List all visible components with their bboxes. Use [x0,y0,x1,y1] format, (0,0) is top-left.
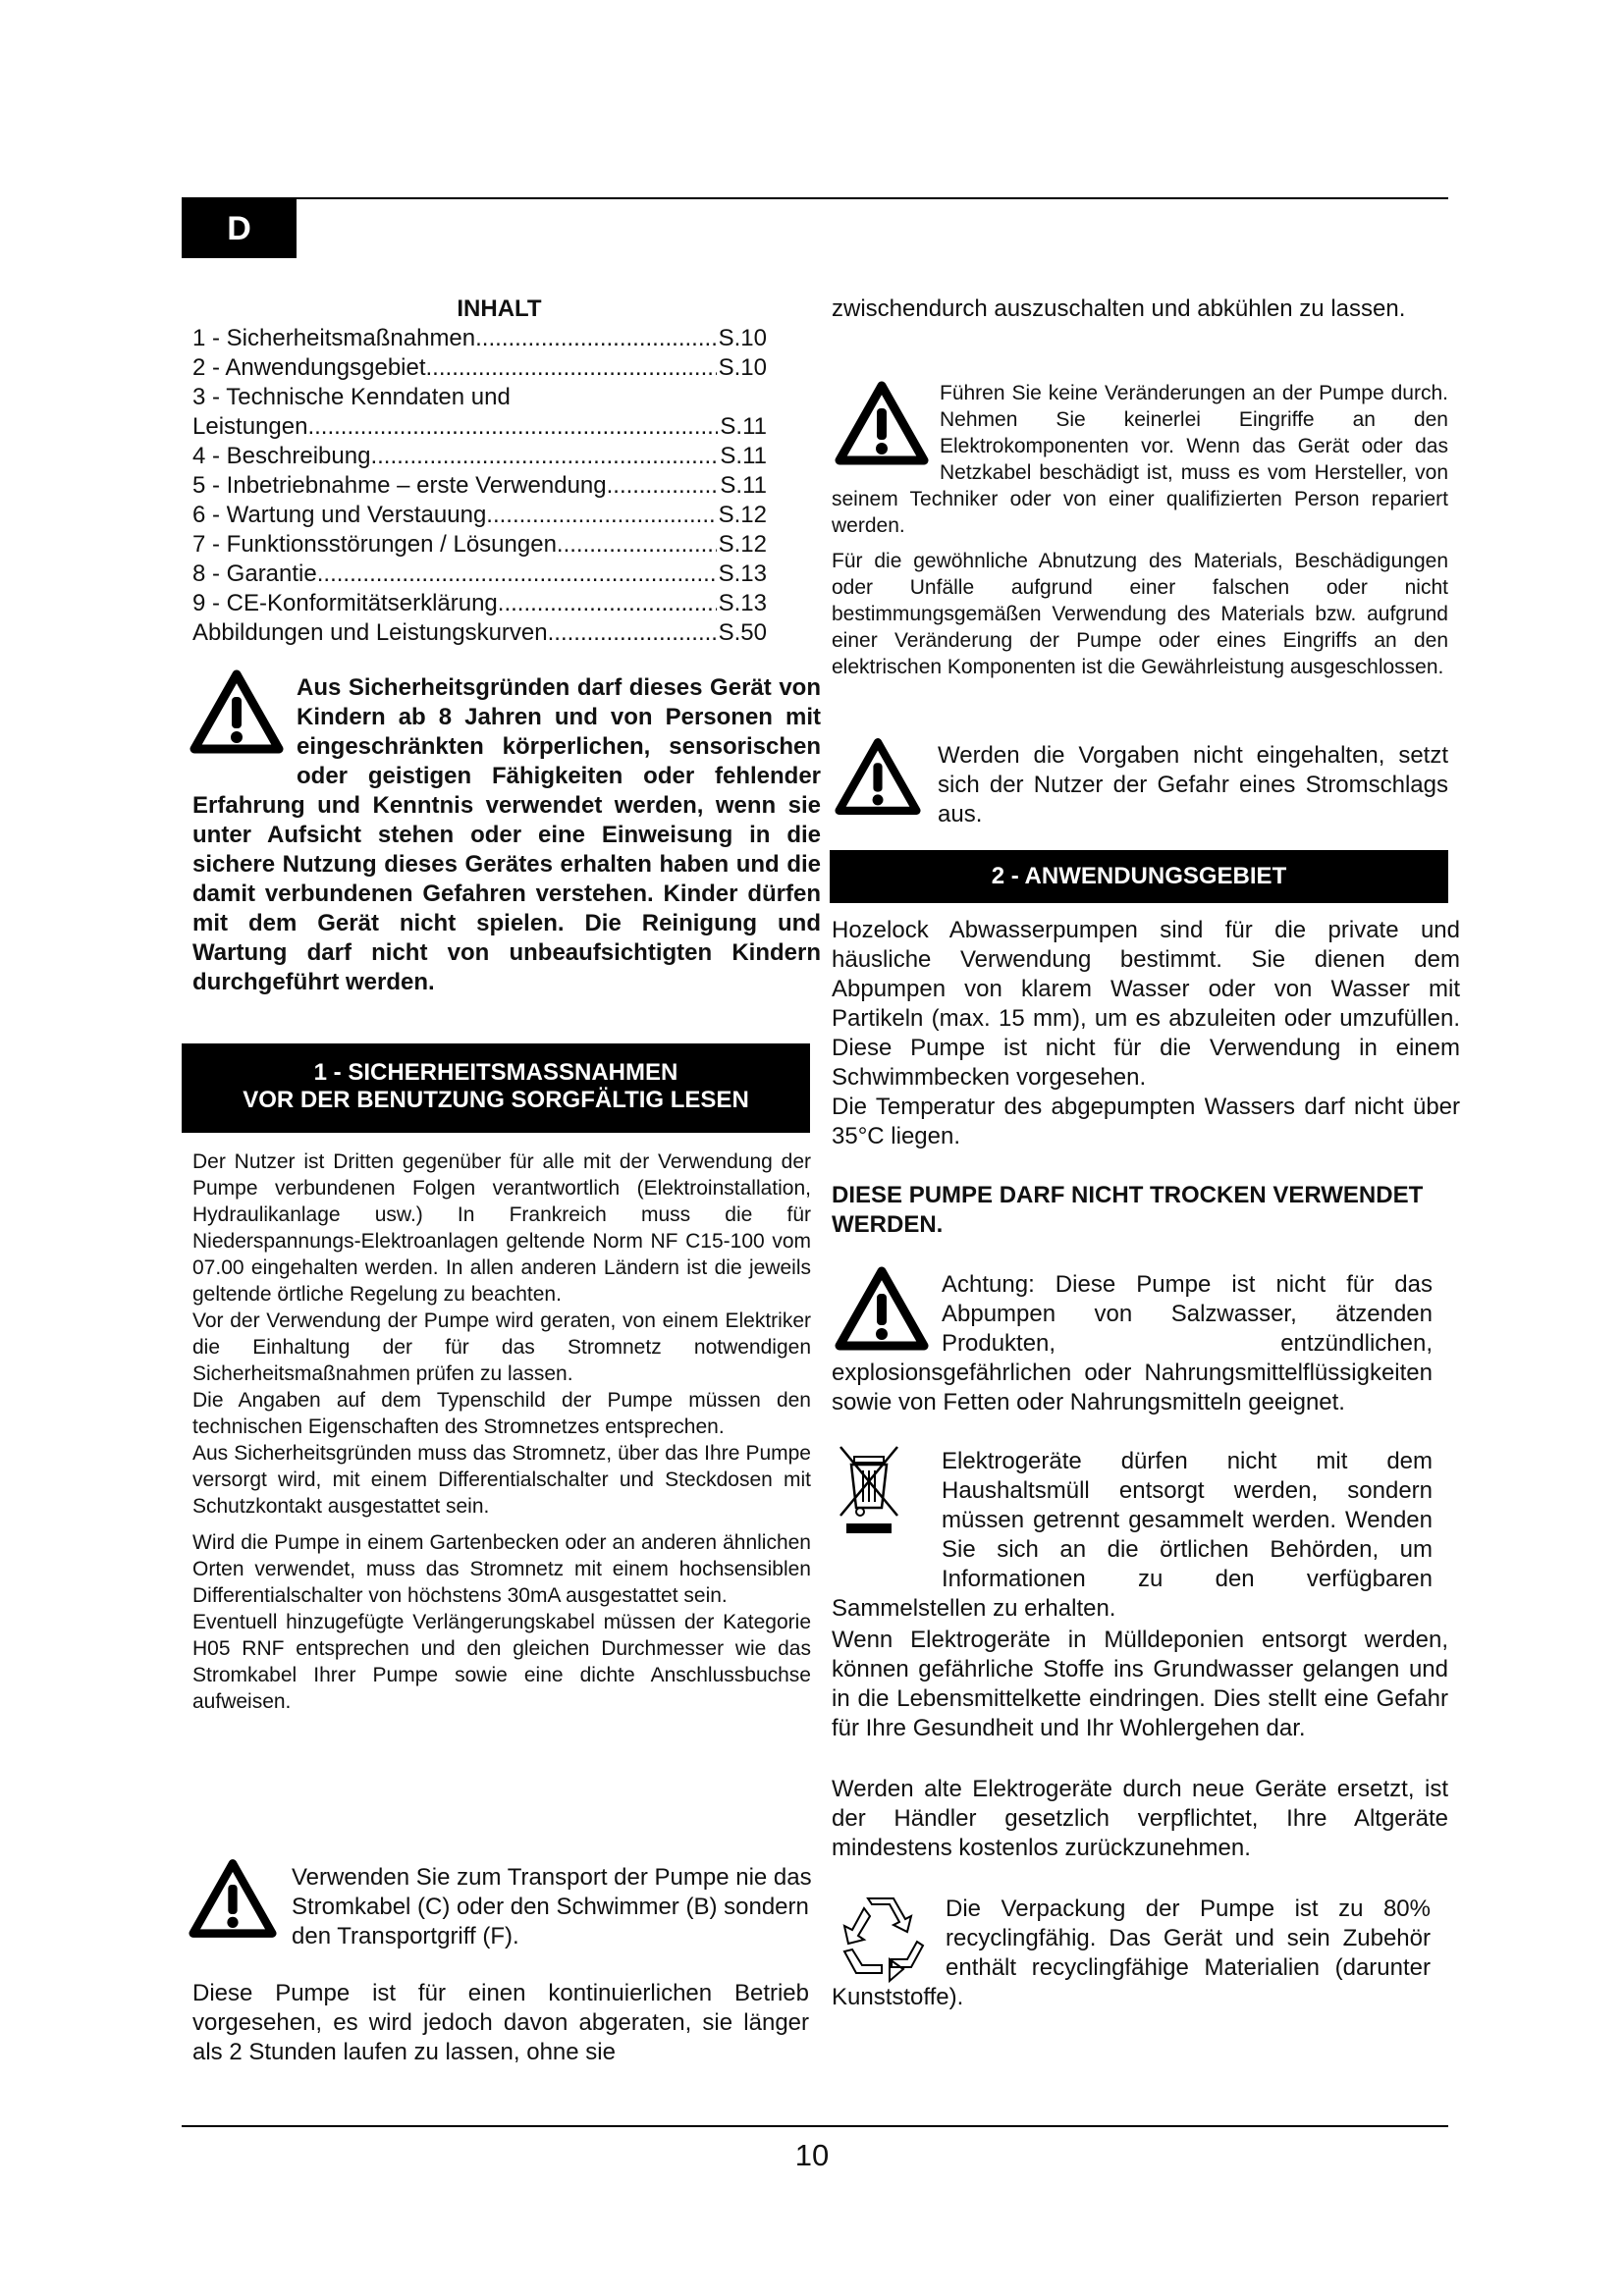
toc-item-label: 1 - Sicherheitsmaßnahmen [192,325,476,351]
continuous-operation-text: Diese Pumpe ist für einen kontinuierlichen Betrieb vorgesehen, es wird jedoch davon abgeraten, sie länger als 2 Stunden laufen zu lassen, ohne sie [192,1980,809,2065]
toc-item-label: 3 - Technische Kenndaten und [192,384,511,410]
child-safety-warning: Aus Sicherheitsgründen darf dieses Gerät von Kindern ab 8 Jahren und von Personen mit eingeschränkten körperlichen, sensorischen oder geistigen Fähigkeiten oder fehlender Erfahrung und Kenntnis verwendet werden, wenn sie unter Aufsicht stehen oder eine Einweisung in die sichere Nutzung dieses Gerätes erhalten haben und die damit verbundenen Gefahren verstehen. Kinder dürfen mit dem Gerät nicht spielen. Die Reinigung und Wartung darf nicht von unbeaufsichtigten Kindern durchgeführt werden. [192,674,821,995]
toc-item [192,383,767,412]
toc-item [192,530,767,560]
page-number: 10 [794,2138,830,2172]
electric-shock-warning: Werden die Vorgaben nicht eingehalten, setzt sich der Nutzer der Gefahr eines Stromschlags aus. [938,742,1448,828]
usage-paragraph: Die Temperatur des abgepumpten Wassers darf nicht über 35°C liegen. [832,1094,1460,1149]
safety-paragraph: Wird die Pumpe in einem Gartenbecken oder an anderen ähnlichen Orten verwendet, muss das Stromnetz mit einem hochsensiblen Differentialschalter von höchstens 30mA ausgestattet sein. [192,1531,811,1607]
toc-item-page: S.13 [718,590,767,616]
toc-item-label: 7 - Funktionsstörungen / Lösungen [192,531,557,558]
usage-paragraph: Hozelock Abwasserpumpen sind für die private und häusliche Verwendung bestimmt. Sie dienen dem Abpumpen von klarem Wasser oder von Wasser mit Partikeln (max. 15 mm), um es abzuleiten oder umzufüllen. Diese Pumpe ist nicht für die Verwendung in einem Schwimmbecken vorgesehen. [832,917,1460,1091]
continuation-text: zwischendurch auszuschalten und abkühlen zu lassen. [832,295,1406,322]
section-1-title: 1 - SICHERHEITSMASSNAHMEN [313,1059,678,1086]
toc-item [192,589,767,618]
toc-item-page: S.12 [718,531,767,558]
toc-leader-dots [426,353,717,383]
toc-leader-dots [486,501,716,530]
section-2-heading [830,850,1448,903]
warranty-exclusion-text: Für die gewöhnliche Abnutzung des Materials, Beschädigungen oder Unfälle aufgrund einer falschen oder nicht bestimmungsgemäßen Verwendung des Materials bzw. aufgrund einer Veränderung der Pumpe oder eines Eingriffs an den elektrischen Komponenten ist die Gewährleistung ausgeschlossen. [832,550,1448,678]
toc-item-page: S.10 [718,354,767,381]
toc-item-page: S.11 [720,413,767,440]
toc-leader-dots [548,618,717,648]
toc-item-page: S.13 [718,561,767,587]
toc-item-page: S.11 [720,443,767,469]
header-rule [182,197,1448,199]
toc-item [192,560,767,589]
toc-item [192,471,767,501]
toc-leader-dots [557,530,717,560]
toc-item-page: S.50 [718,619,767,646]
safety-paragraph: Vor der Verwendung der Pumpe wird geraten, von einem Elektriker die Einhaltung der für das Stromnetz notwendigen Sicherheitsmaßnahmen prüfen zu lassen. [192,1309,811,1385]
language-tab [182,199,297,258]
warning-icon [189,1858,277,1939]
liquid-restriction-warning: Achtung: Diese Pumpe ist nicht für das Abpumpen von Salzwasser, ätzenden Produkten, entzündlichen, explosionsgefährlichen oder Nahrungsmittelflüssigkeiten sowie von Fetten oder Nahrungsmitteln geeignet. [832,1271,1433,1415]
toc-item [192,412,767,442]
footer-rule [182,2125,1448,2127]
toc-item-label: 5 - Inbetriebnahme – erste Verwendung [192,472,607,499]
toc-item [192,324,767,353]
toc-leader-dots [607,471,719,501]
section-1-heading [182,1043,810,1133]
warning-icon [835,736,921,817]
transport-warning: Verwenden Sie zum Transport der Pumpe nie das Stromkabel (C) oder den Schwimmer (B) sondern den Transportgriff (F). [292,1864,812,1949]
retailer-takeback-text: Werden alte Elektrogeräte durch neue Geräte ersetzt, ist der Händler gesetzlich verpflichtet, Ihre Altgeräte mindestens kostenlos zurückzunehmen. [832,1776,1448,1861]
usage-text [832,916,1460,1151]
toc-item [192,618,767,648]
dry-run-warning: DIESE PUMPE DARF NICHT TROCKEN VERWENDET WERDEN. [832,1182,1424,1238]
toc-leader-dots [317,560,717,589]
table-of-contents [192,294,821,648]
safety-paragraph: Der Nutzer ist Dritten gegenüber für alle mit der Verwendung der Pumpe verbundenen Folgen verantwortlich (Elektroinstallation, Hydraulikanlage usw.) In Frankreich muss die für Niederspannungs-Elektroanlagen geltende Norm NF C15-100 vom 07.00 eingehalten werden. In allen anderen Ländern ist die jeweils geltende örtliche Regelung zu beachten. [192,1150,811,1306]
toc-leader-dots [370,442,718,471]
toc-item-label: Abbildungen und Leistungskurven [192,619,548,646]
safety-paragraph: Aus Sicherheitsgründen muss das Stromnetz, über das Ihre Pumpe versorgt wird, mit einem Differentialschalter und Steckdosen mit Schutzkontakt ausgestattet sein. [192,1442,811,1518]
toc-item-label: 6 - Wartung und Verstauung [192,502,487,528]
section-1-subtitle: VOR DER BENUTZUNG SORGFÄLTIG LESEN [243,1087,749,1113]
toc-item-label: 4 - Beschreibung [192,443,371,469]
toc-item-label: 9 - CE-Konformitätserklärung [192,590,498,616]
toc-item [192,442,767,471]
toc-item [192,501,767,530]
toc-item-label: 8 - Garantie [192,561,317,587]
safety-paragraph: Die Angaben auf dem Typenschild der Pumpe müssen den technischen Eigenschaften des Stromnetzes entsprechen. [192,1389,811,1438]
toc-leader-dots [475,324,716,353]
toc-list [192,324,821,648]
safety-text [192,1148,811,1715]
toc-item-label: Leistungen [192,413,308,440]
toc-item [192,353,767,383]
landfill-text: Wenn Elektrogeräte in Mülldeponien entsorgt werden, können gefährliche Stoffe ins Grundwasser gelangen und in die Lebensmittelkette eindringen. Dies stellt eine Gefahr für Ihre Gesundheit und Ihr Wohlergehen dar. [832,1627,1448,1741]
toc-leader-dots [498,589,717,618]
toc-item-label: 2 - Anwendungsgebiet [192,354,426,381]
toc-title: INHALT [457,295,542,322]
toc-item-page: S.10 [718,325,767,351]
safety-paragraph: Eventuell hinzugefügte Verlängerungskabel müssen der Kategorie H05 RNF entsprechen und den gleichen Durchmesser wie das Stromkabel Ihrer Pumpe sowie eine dichte Anschlussbuchse aufweisen. [192,1611,811,1713]
section-2-title: 2 - ANWENDUNGSGEBIET [991,863,1287,889]
toc-item-page: S.11 [720,472,767,499]
recycling-text: Die Verpackung der Pumpe ist zu 80% recyclingfähig. Das Gerät und sein Zubehör enthält recyclingfähige Materialien (darunter Kunststoffe). [832,1896,1431,2010]
toc-leader-dots [307,412,718,442]
modification-warning: Führen Sie keine Veränderungen an der Pumpe durch. Nehmen Sie keinerlei Eingriffe an den Elektrokomponenten vor. Wenn das Gerät oder das Netzkabel beschädigt ist, muss es vom Hersteller, von seinem Techniker oder von einer qualifizierten Person repariert werden. [832,382,1448,537]
toc-item-page: S.12 [718,502,767,528]
language-code: D [227,209,251,247]
disposal-text: Elektrogeräte dürfen nicht mit dem Haushaltsmüll entsorgt werden, sondern müssen getrennt gesammelt werden. Wenden Sie sich an die örtlichen Behörden, um Informationen zu den verfügbaren Sammelstellen zu erhalten. [832,1448,1433,1622]
